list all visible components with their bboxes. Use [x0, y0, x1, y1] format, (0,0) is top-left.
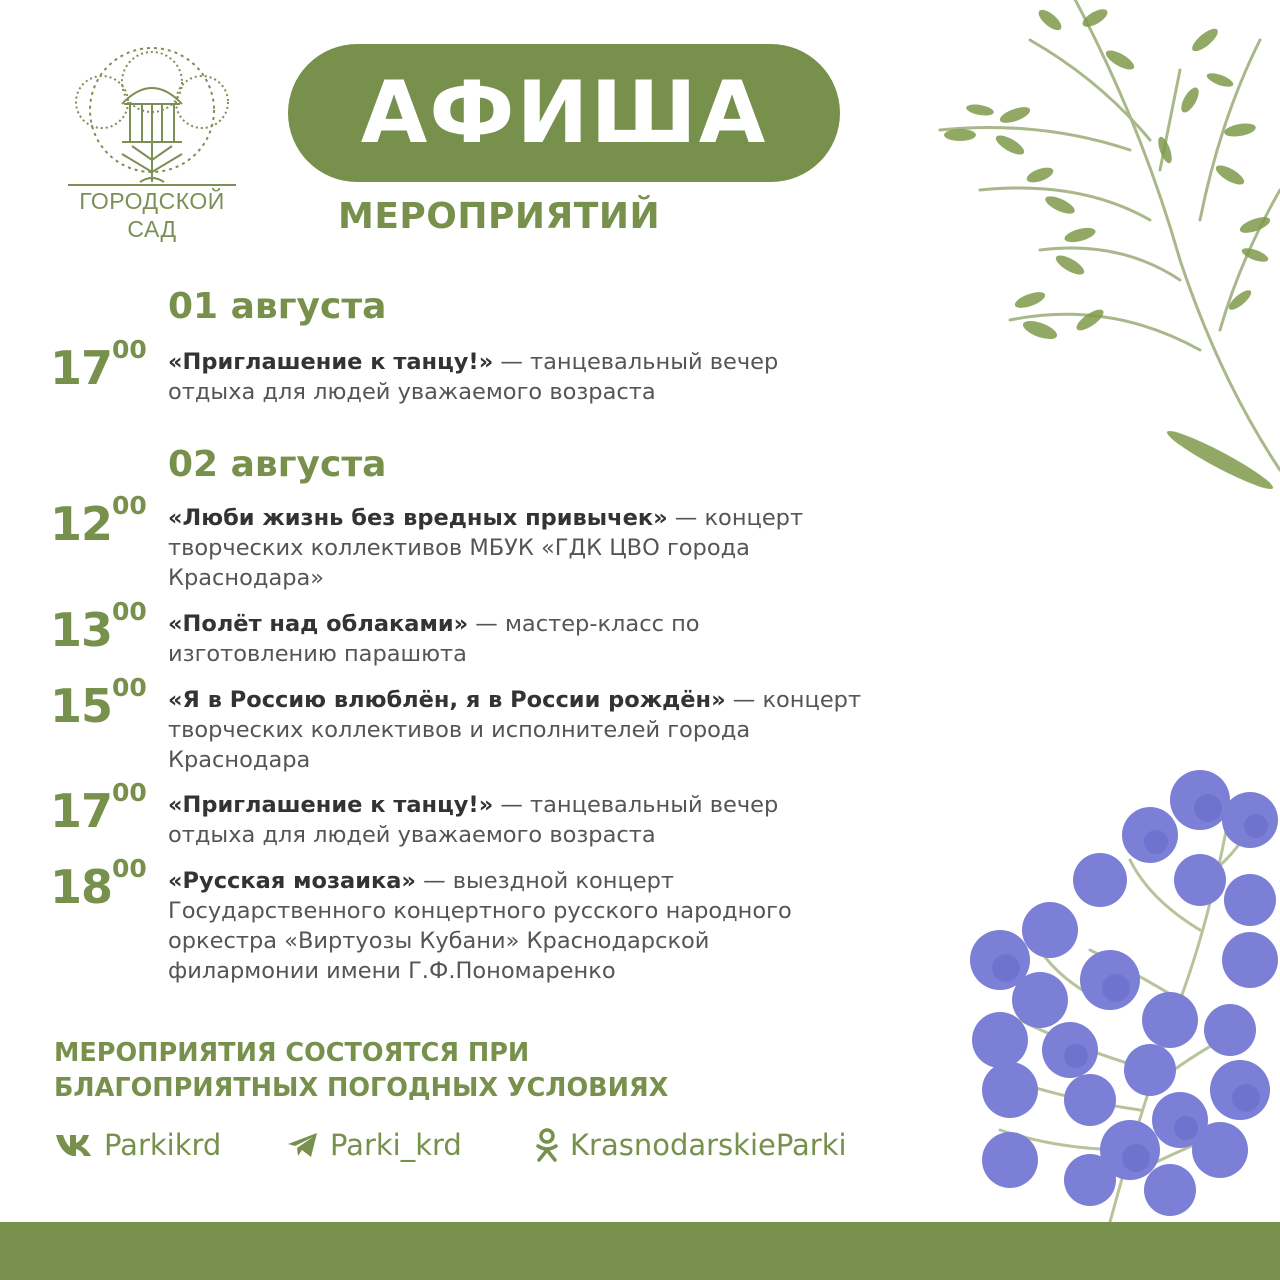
logo-divider	[68, 184, 236, 186]
event-time: $15^{00}$	[50, 673, 147, 733]
event-description: «Люби жизнь без вредных привычек» — концерт творческих коллективов МБУК «ГДК ЦВО города Краснодара»	[168, 505, 804, 591]
social-vk[interactable]	[54, 1124, 221, 1166]
social-odnoklassniki[interactable]	[534, 1124, 847, 1166]
event-time: $17^{00}$	[50, 778, 147, 838]
berry-branch-illustration	[950, 750, 1280, 1222]
logo-line2: САД	[127, 216, 177, 242]
event-time: $18^{00}$	[50, 854, 147, 914]
page-title: АФИША	[360, 63, 768, 163]
bottom-bar	[0, 1222, 1280, 1280]
date-heading-1: 01 августа	[168, 286, 387, 327]
odnoklassniki-icon	[534, 1127, 560, 1163]
event-time: $13^{00}$	[50, 597, 147, 657]
leaf-branch-illustration	[920, 0, 1280, 520]
logo-line1: ГОРОДСКОЙ	[79, 188, 225, 214]
notice-line1: МЕРОПРИЯТИЯ СОСТОЯТСЯ ПРИ	[54, 1038, 530, 1068]
event-time: $17^{00}$	[50, 335, 147, 395]
notice-line2: БЛАГОПРИЯТНЫХ ПОГОДНЫХ УСЛОВИЯХ	[54, 1073, 669, 1103]
event-description: «Полёт над облаками» — мастер-класс по изготовлению парашюта	[168, 611, 700, 667]
social-telegram[interactable]	[286, 1124, 462, 1166]
vk-handle: Parkikrd	[104, 1128, 222, 1162]
event-time: $12^{00}$	[50, 491, 147, 551]
vk-icon	[54, 1132, 94, 1158]
telegram-handle: Parki_krd	[330, 1128, 462, 1162]
telegram-icon	[286, 1130, 320, 1160]
weather-notice	[54, 1036, 668, 1106]
page-subtitle: МЕРОПРИЯТИЙ	[338, 196, 661, 237]
event-description: «Приглашение к танцу!» — танцевальный вечер отдыха для людей уважаемого возраста	[168, 792, 779, 848]
event-description: «Я в Россию влюблён, я в России рождён» — концерт творческих коллективов и исполнителей города Краснодара	[168, 687, 862, 773]
tree-gazebo-icon	[62, 42, 242, 192]
event-description: «Приглашение к танцу!» — танцевальный вечер отдыха для людей уважаемого возраста	[168, 349, 779, 405]
date-heading-2: 02 августа	[168, 444, 387, 485]
odnoklassniki-handle: KrasnodarskieParki	[570, 1128, 847, 1162]
event-description: «Русская мозаика» — выездной концерт Государственного концертного русского народного оркестра «Виртуозы Кубани» Краснодарской филармонии имени Г.Ф.Пономаренко	[168, 868, 792, 984]
title-pill	[288, 44, 840, 182]
garden-logo	[62, 42, 242, 252]
